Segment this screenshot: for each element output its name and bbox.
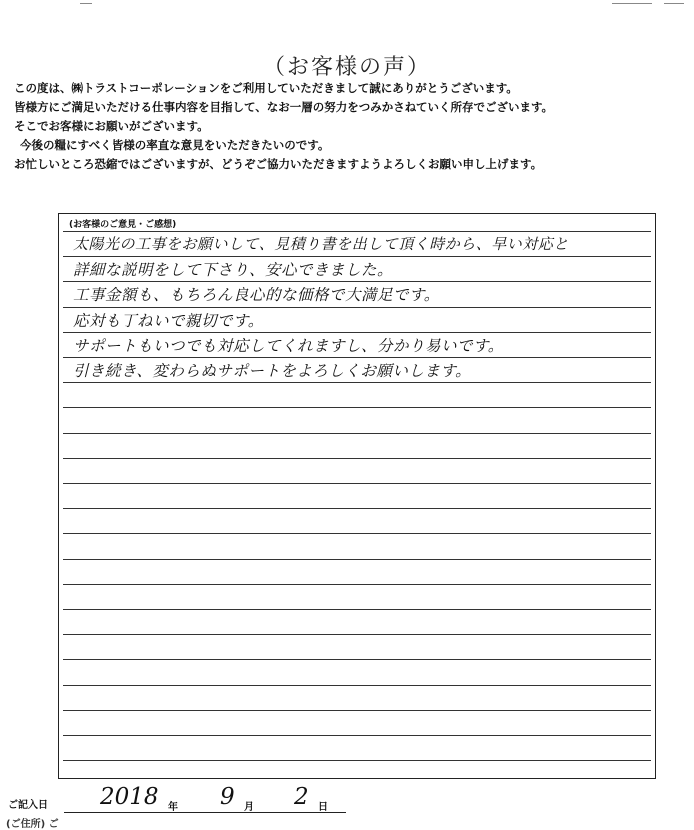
address-label-partial: (ご住所) ご (6, 819, 59, 830)
day-unit: 日 (318, 802, 328, 813)
ruled-line (63, 760, 651, 761)
intro-line: 今後の糧にすべく皆様の率直な意見をいただきたいのです。 (20, 138, 330, 152)
ruled-line (63, 508, 651, 509)
ruled-line (63, 307, 651, 308)
feedback-label: (お客様のご意見・ご感想) (69, 220, 177, 230)
month-unit: 月 (244, 802, 254, 813)
intro-text (14, 79, 684, 174)
handwritten-line: 工事金額も、もちろん良心的な価格で大満足です。 (73, 286, 440, 304)
ruled-line (63, 458, 651, 459)
ruled-line (63, 735, 651, 736)
intro-line: お忙しいところ恐縮ではございますが、どうぞご協力いただきますようよろしくお願い申し上げます。 (14, 157, 543, 171)
page-edge-lines (0, 3, 694, 4)
feedback-box (58, 213, 656, 779)
handwritten-line: 太陽光の工事をお願いして、見積り書を出して頂く時から、早い対応と (73, 235, 569, 253)
intro-line: 皆様方にご満足いただける仕事内容を目指して、なお一層の努力をつみかさねていく所存でございます。 (14, 100, 554, 114)
page-title: （お客様の声） (262, 55, 431, 80)
date-label: ご記入日 (8, 800, 48, 811)
year-unit: 年 (168, 802, 178, 813)
handwritten-line: 詳細な説明をして下さり、安心できました。 (73, 261, 394, 279)
ruled-line (63, 659, 651, 660)
ruled-line (63, 609, 651, 610)
ruled-line (63, 710, 651, 711)
date-row (8, 784, 348, 816)
ruled-line (63, 407, 651, 408)
ruled-line (63, 483, 651, 484)
ruled-line (63, 357, 651, 358)
ruled-line (63, 634, 651, 635)
intro-line: この度は、㈱トラストコーポレーションをご利用していただきまして誠にありがとうございます。 (14, 81, 518, 95)
ruled-line (63, 332, 651, 333)
date-day: 2 (294, 784, 309, 810)
date-month: 9 (220, 784, 235, 810)
ruled-line (63, 584, 651, 585)
ruled-line (63, 685, 651, 686)
date-year: 2018 (100, 784, 159, 810)
ruled-line (63, 382, 651, 383)
handwritten-line: 引き続き、変わらぬサポートをよろしくお願いします。 (73, 362, 472, 380)
ruled-line (63, 231, 651, 232)
handwritten-line: 応対も丁ねいで親切です。 (73, 312, 264, 330)
date-underline (64, 812, 346, 813)
ruled-line (63, 559, 651, 560)
ruled-line (63, 433, 651, 434)
ruled-line (63, 533, 651, 534)
intro-line: そこでお客様にお願いがございます。 (14, 119, 209, 133)
handwritten-line: サポートもいつでも対応してくれますし、分かり易いです。 (73, 337, 504, 355)
